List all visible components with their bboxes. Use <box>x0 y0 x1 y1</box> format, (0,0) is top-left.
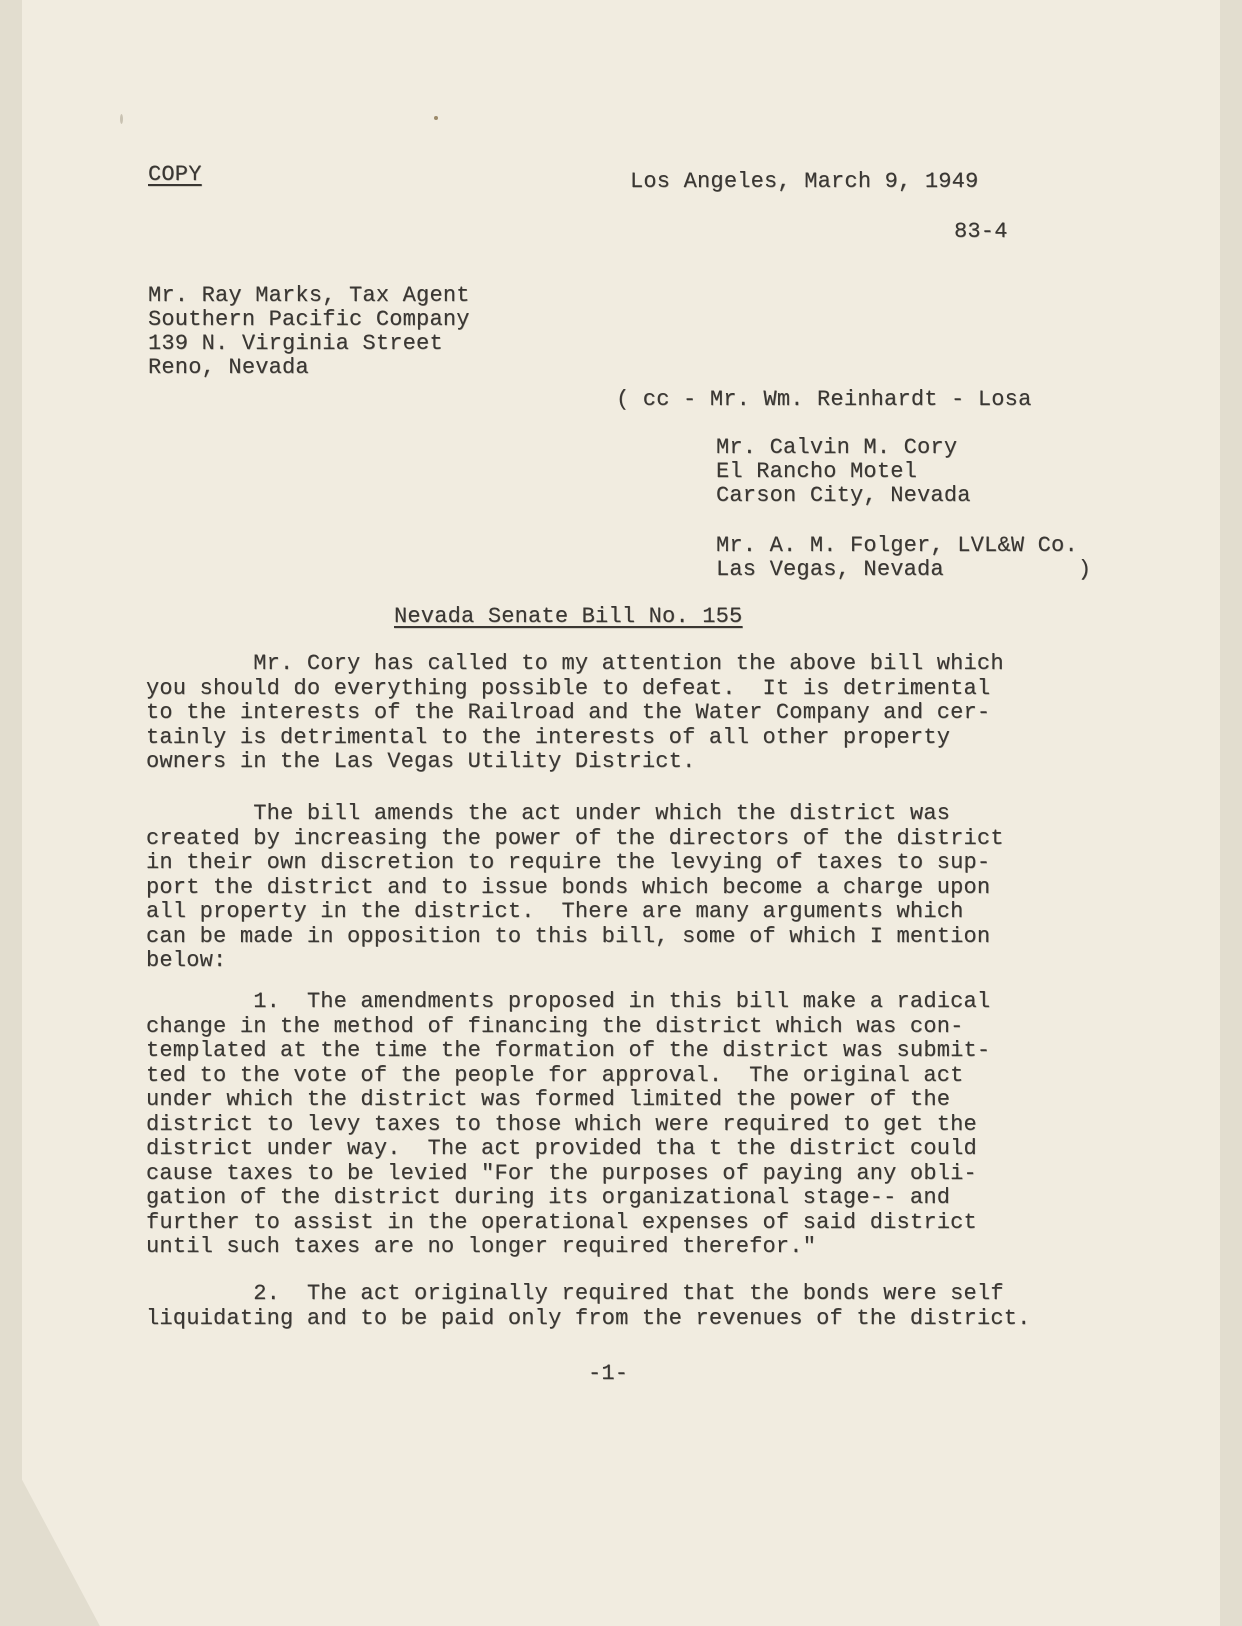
body-paragraph: The bill amends the act under which the district was created by increasing the power of the directors of the district in their own discretion to require the levying of taxes to sup- port the district and to issue bonds which become a charge upon all property in the district. There are many arguments which can be made in opposition to this bill, some of which I mention below: <box>146 801 1004 973</box>
cc-line: Mr. Calvin M. Cory <box>716 435 958 460</box>
cc-line: Mr. A. M. Folger, LVL&W Co. <box>716 533 1078 558</box>
copy-label: COPY <box>148 162 202 187</box>
addressee-line: Mr. Ray Marks, Tax Agent <box>148 283 470 308</box>
body-paragraph: Mr. Cory has called to my attention the above bill which you should do everything possible to defeat. It is detrimental to the interests of the Railroad and the Water Company and cer- tainly is detrimental to the interests of all other property owners in the Las Vegas Utility District. <box>146 651 1004 774</box>
file-number: 83-4 <box>954 219 1008 244</box>
addressee-line: Reno, Nevada <box>148 355 309 380</box>
place-date: Los Angeles, March 9, 1949 <box>630 169 979 194</box>
addressee-line: 139 N. Virginia Street <box>148 331 443 356</box>
addressee-line: Southern Pacific Company <box>148 307 470 332</box>
cc-line: Las Vegas, Nevada ) <box>716 557 1092 582</box>
cc-line: Carson City, Nevada <box>716 483 971 508</box>
body-paragraph: 2. The act originally required that the bonds were self liquidating and to be paid only from the revenues of the district. <box>146 1281 1031 1331</box>
paper-speck <box>120 114 123 124</box>
paper-speck <box>434 116 438 120</box>
cc-line: El Rancho Motel <box>716 459 918 484</box>
cc-line: ( cc - Mr. Wm. Reinhardt - Losa <box>616 387 1032 412</box>
page-number: -1- <box>588 1361 629 1386</box>
subject-line: Nevada Senate Bill No. 155 <box>394 604 743 629</box>
body-paragraph: 1. The amendments proposed in this bill make a radical change in the method of financing the district which was con- templated at the time the formation of the district was submit- ted to the vote of the people for approval. The original act under which the district was formed limited the power of the district to levy taxes to those which were required to get the district under way. The act provided tha t the district could cause taxes to be levied "For the purposes of paying any obli- gation of the district during its organizational stage-- and further to assist in the operational expenses of said district until such taxes are no longer required therefor." <box>146 989 991 1259</box>
